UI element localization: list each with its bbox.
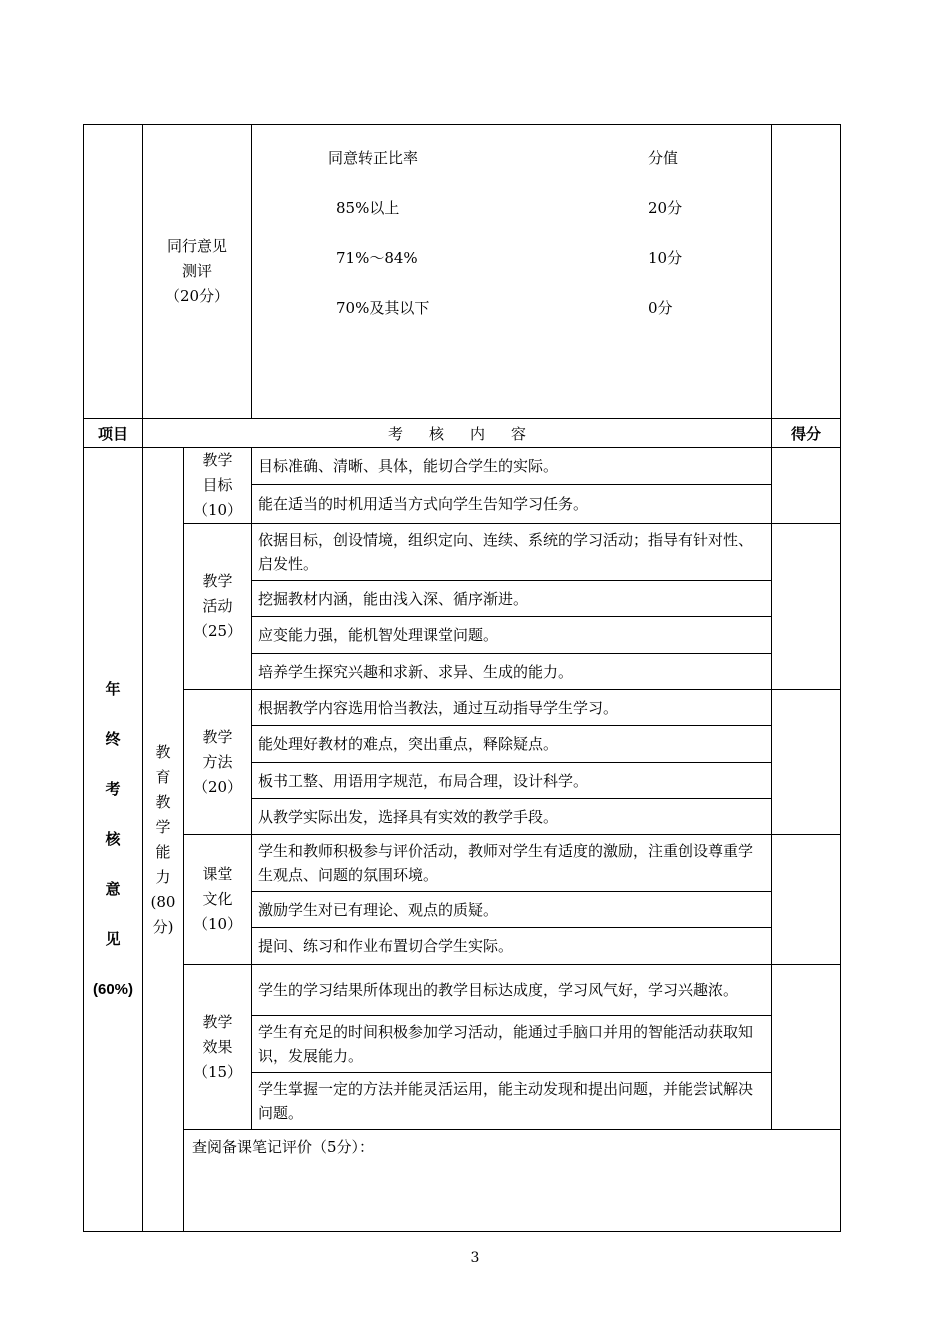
peer-empty-cell	[84, 125, 143, 419]
peer-rate-header: 同意转正比率	[328, 149, 419, 167]
year-end-char: 意	[105, 880, 121, 898]
year-end-char: 见	[105, 930, 121, 948]
year-end-label	[84, 448, 143, 1232]
criterion-text: 能在适当的时机用适当方式向学生告知学习任务。	[252, 485, 772, 524]
criterion-text: 能处理好教材的难点，突出重点，释除疑点。	[252, 726, 772, 763]
evaluation-table	[83, 124, 841, 1232]
peer-score: 20分	[648, 199, 683, 217]
group-label	[184, 965, 252, 1130]
peer-rate: 70%及其以下	[336, 299, 430, 317]
peer-rate: 71%～84%	[336, 249, 418, 267]
group-label	[184, 448, 252, 524]
ability-char: 学	[155, 817, 171, 836]
ability-points: 分)	[152, 917, 174, 936]
criterion-text: 依据目标，创设情境，组织定向、连续、系统的学习活动；指导有针对性、启发性。	[252, 524, 772, 581]
year-end-char: 核	[105, 830, 121, 848]
table-row	[84, 448, 841, 485]
group-label	[184, 835, 252, 965]
peer-label-line: 测评	[181, 262, 212, 280]
table-header-row	[84, 419, 841, 448]
header-char: 考	[387, 424, 403, 443]
header-score: 得分	[772, 419, 841, 448]
criterion-text: 目标准确、清晰、具体，能切合学生的实际。	[252, 448, 772, 485]
criterion-text: 挖掘教材内涵，能由浅入深、循序渐进。	[252, 581, 772, 617]
ability-char: 力	[155, 867, 171, 886]
criterion-text: 培养学生探究兴趣和求新、求异、生成的能力。	[252, 654, 772, 690]
criterion-text: 激励学生对已有理论、观点的质疑。	[252, 892, 772, 928]
peer-rate: 85%以上	[336, 199, 400, 217]
year-end-percent: (60%)	[92, 980, 133, 998]
group-label-line: （25）	[192, 622, 243, 640]
ability-char: 能	[155, 842, 171, 861]
score-cell	[772, 965, 841, 1130]
group-label-line: 课堂	[202, 865, 233, 883]
group-label	[184, 524, 252, 690]
table-row	[84, 965, 841, 1016]
ability-char: 教	[155, 792, 171, 811]
peer-score: 10分	[648, 249, 683, 267]
group-label-line: 教学	[202, 451, 233, 469]
table-row	[84, 690, 841, 726]
header-char: 容	[511, 424, 527, 443]
group-label-line: 教学	[202, 1012, 233, 1031]
group-label-line: 活动	[202, 597, 233, 615]
score-cell	[772, 835, 841, 965]
group-label	[184, 690, 252, 835]
score-cell	[772, 690, 841, 835]
peer-scale-row	[252, 197, 771, 217]
peer-label-line: 同行意见	[166, 237, 227, 255]
score-cell	[772, 524, 841, 690]
header-char: 核	[428, 424, 444, 443]
criterion-text: 学生的学习结果所体现出的教学目标达成度，学习风气好，学习兴趣浓。	[252, 965, 772, 1016]
group-label-line: 文化	[202, 890, 233, 908]
table-row	[84, 835, 841, 892]
criterion-text: 根据教学内容选用恰当教法，通过互动指导学生学习。	[252, 690, 772, 726]
peer-review-scale	[252, 125, 772, 419]
ability-char: 教	[155, 742, 171, 761]
peer-score-cell	[772, 125, 841, 419]
peer-review-row	[84, 125, 841, 419]
peer-label-line: （20分）	[164, 287, 230, 305]
peer-review-label	[143, 125, 252, 419]
peer-score: 0分	[648, 299, 673, 317]
page-number: 3	[470, 1250, 480, 1266]
peer-scale-row	[252, 297, 771, 317]
notes-row	[84, 1130, 841, 1232]
criterion-text: 学生和教师积极参与评价活动，教师对学生有适度的激励，注重创设尊重学生观点、问题的氛围环境。	[252, 835, 772, 892]
table-row	[84, 524, 841, 581]
ability-points: (80	[150, 892, 176, 911]
group-label-line: （10）	[192, 501, 243, 519]
lesson-notes-evaluation: 查阅备课笔记评价（5分）：	[184, 1130, 841, 1232]
group-label-line: 教学	[202, 572, 233, 590]
score-cell	[772, 448, 841, 524]
header-item: 项目	[84, 419, 143, 448]
criterion-text: 学生有充足的时间积极参加学习活动，能通过手脑口并用的智能活动获取知识，发展能力。	[252, 1016, 772, 1073]
group-label-line: （15）	[192, 1062, 243, 1081]
criterion-text: 板书工整、用语用字规范，布局合理，设计科学。	[252, 763, 772, 799]
header-content	[143, 419, 772, 448]
year-end-char: 考	[105, 780, 121, 798]
teaching-ability-label	[143, 448, 184, 1232]
year-end-char: 年	[105, 680, 121, 698]
header-char: 内	[470, 424, 486, 443]
criterion-text: 提问、练习和作业布置切合学生实际。	[252, 928, 772, 965]
criterion-text: 应变能力强，能机智处理课堂问题。	[252, 617, 772, 654]
group-label-line: 目标	[202, 476, 233, 494]
group-label-line: （10）	[192, 915, 243, 933]
group-label-line: （20）	[192, 777, 243, 796]
year-end-char: 终	[105, 730, 121, 748]
group-label-line: 方法	[202, 752, 233, 771]
group-label-line: 效果	[202, 1037, 233, 1056]
criterion-text: 从教学实际出发，选择具有实效的教学手段。	[252, 799, 772, 835]
peer-score-header: 分值	[648, 149, 679, 167]
peer-header-row	[252, 147, 771, 167]
peer-scale-row	[252, 247, 771, 267]
group-label-line: 教学	[202, 727, 233, 746]
ability-char: 育	[155, 767, 171, 786]
criterion-text: 学生掌握一定的方法并能灵活运用，能主动发现和提出问题，并能尝试解决问题。	[252, 1073, 772, 1130]
